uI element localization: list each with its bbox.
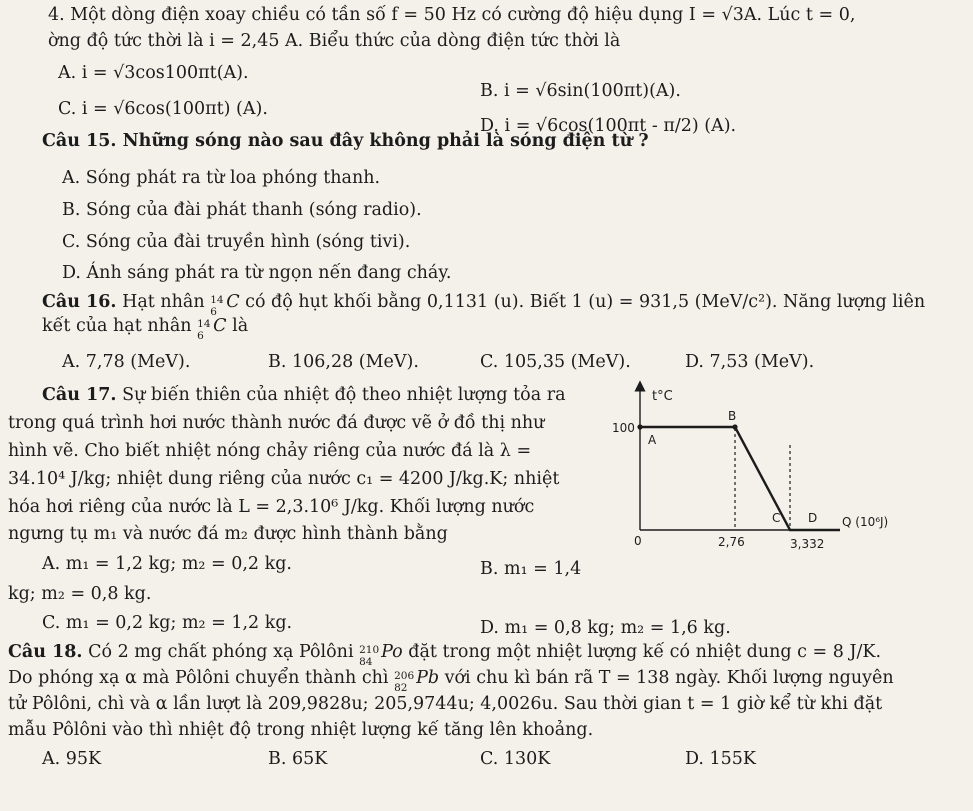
label-a: A xyxy=(648,433,657,447)
q14-option-b[interactable]: B. i = √6sin(100πt)(A). xyxy=(480,81,681,101)
polonium-nuclide: 210 84 xyxy=(359,644,380,668)
label-c: C xyxy=(772,511,781,525)
q17-option-a[interactable]: A. m₁ = 1,2 kg; m₂ = 0,2 kg. xyxy=(42,554,292,574)
q15-label: Câu 15. xyxy=(42,131,117,151)
q16-option-a[interactable]: A. 7,78 (MeV). xyxy=(62,352,191,372)
q15-option-c[interactable]: C. Sóng của đài truyền hình (sóng tivi). xyxy=(62,232,411,252)
q18-option-c[interactable]: C. 130K xyxy=(480,749,551,769)
origin-label: 0 xyxy=(634,534,642,548)
q16-label: Câu 16. xyxy=(42,292,117,312)
q18-stem-line1: Câu 18. Có 2 mg chất phóng xạ Pôlôni 210 84 Po đặt trong một nhiệt lượng kế có nhiệt dung c = 8 J/K. xyxy=(8,642,882,668)
q16-option-c[interactable]: C. 105,35 (MeV). xyxy=(480,352,631,372)
x-tick-2: 3,332 xyxy=(790,537,825,550)
q17-stem-line6: ngưng tụ m₁ và nước đá m₂ được hình thành bằng xyxy=(8,524,448,544)
y-tick-100: 100 xyxy=(612,421,635,435)
q16-option-b[interactable]: B. 106,28 (MeV). xyxy=(268,352,419,372)
q18-option-b[interactable]: B. 65K xyxy=(268,749,328,769)
q17-label: Câu 17. xyxy=(42,385,117,405)
carbon-nuclide-2: 14 6 xyxy=(197,318,211,342)
q18-stem-line3: tử Pôlôni, chì và α lần lượt là 209,9828u; 205,9744u; 4,0026u. Sau thời gian t = 1 giờ kể từ khi đặt xyxy=(8,694,883,714)
q16-line2-a: kết của hạt nhân xyxy=(42,316,198,336)
q15-option-a[interactable]: A. Sóng phát ra từ loa phóng thanh. xyxy=(62,168,381,188)
lead-symbol: Pb xyxy=(416,668,440,688)
q18-stem-line2: Do phóng xạ α mà Pôlôni chuyển thành chì 206 82 Pb với chu kì bán rã T = 138 ngày. Khối lượng nguyên xyxy=(8,668,894,694)
q15-text-a: Những sóng nào sau đây xyxy=(116,131,370,151)
y-axis-label: t°C xyxy=(652,389,673,404)
q17-option-c[interactable]: C. m₁ = 0,2 kg; m₂ = 1,2 kg. xyxy=(42,613,293,633)
q14-line2: ờng độ tức thời là i = 2,45 A. Biểu thức của dòng điện tức thời là xyxy=(48,31,621,51)
q17-stem-line2: trong quá trình hơi nước thành nước đá được vẽ ở đồ thị như xyxy=(8,413,545,433)
polonium-symbol: Po xyxy=(381,642,403,662)
x-tick-1: 2,76 xyxy=(718,535,745,549)
q17-option-d[interactable]: D. m₁ = 0,8 kg; m₂ = 1,6 kg. xyxy=(480,618,731,638)
q18-label: Câu 18. xyxy=(8,642,83,662)
q17-stem-line3: hình vẽ. Cho biết nhiệt nóng chảy riêng của nước đá là λ = xyxy=(8,441,532,461)
q15-stem xyxy=(42,130,649,152)
q15-text-b: là sóng điện từ ? xyxy=(479,131,649,151)
lead-nuclide: 206 82 xyxy=(394,670,415,694)
q16-line2-b: là xyxy=(226,316,249,336)
point-a xyxy=(637,424,642,429)
q17-stem-line4: 34.10⁴ J/kg; nhiệt dung riêng của nước c₁ = 4200 J/kg.K; nhiệt xyxy=(8,469,560,489)
point-b xyxy=(732,424,737,429)
q15-option-d[interactable]: D. Ánh sáng phát ra từ ngọn nến đang cháy. xyxy=(62,263,452,283)
x-axis-label: Q (10⁶J) xyxy=(842,515,889,529)
q15-option-b[interactable]: B. Sóng của đài phát thanh (sóng radio). xyxy=(62,200,422,220)
q17-option-b[interactable]: B. m₁ = 1,4 xyxy=(480,559,582,579)
q17-stem-line1: Câu 17. Sự biến thiên của nhiệt độ theo nhiệt lượng tỏa ra xyxy=(42,385,566,405)
q18-option-d[interactable]: D. 155K xyxy=(685,749,757,769)
q16-text-a: Hạt nhân xyxy=(116,292,211,312)
label-b: B xyxy=(728,409,737,423)
temperature-heat-graph xyxy=(610,380,910,550)
q16-option-d[interactable]: D. 7,53 (MeV). xyxy=(685,352,815,372)
q18-option-a[interactable]: A. 95K xyxy=(42,749,102,769)
q17-stem-line5: hóa hơi riêng của nước là L = 2,3.10⁶ J/kg. Khối lượng nước xyxy=(8,497,535,517)
carbon-nuclide: 14 6 xyxy=(210,294,224,318)
carbon-symbol: C xyxy=(226,292,240,312)
q15-emphasis: không phải xyxy=(369,131,480,151)
label-d: D xyxy=(808,511,818,525)
q14-option-d[interactable]: D. i = √6cos(100πt - π/2) (A). xyxy=(480,116,737,136)
q18-stem-line4: mẫu Pôlôni vào thì nhiệt độ trong nhiệt lượng kế tăng lên khoảng. xyxy=(8,720,594,740)
carbon-symbol-2: C xyxy=(213,316,227,336)
q16-stem-line1 xyxy=(42,291,926,318)
q14-option-a[interactable]: A. i = √3cos100πt(A). xyxy=(58,63,249,83)
q17-option-b-cont: kg; m₂ = 0,8 kg. xyxy=(8,584,152,604)
q14-option-c[interactable]: C. i = √6cos(100πt) (A). xyxy=(58,99,268,119)
q14-line1: 4. Một dòng điện xoay chiều có tần số f = 50 Hz có cường độ hiệu dụng I = √3A. Lúc t = 0, xyxy=(48,5,856,25)
q16-text-b: có độ hụt khối bằng 0,1131 (u). Biết 1 (u) = 931,5 (MeV/c²). Năng lượng liên xyxy=(239,292,926,312)
q16-stem-line2 xyxy=(42,315,249,342)
